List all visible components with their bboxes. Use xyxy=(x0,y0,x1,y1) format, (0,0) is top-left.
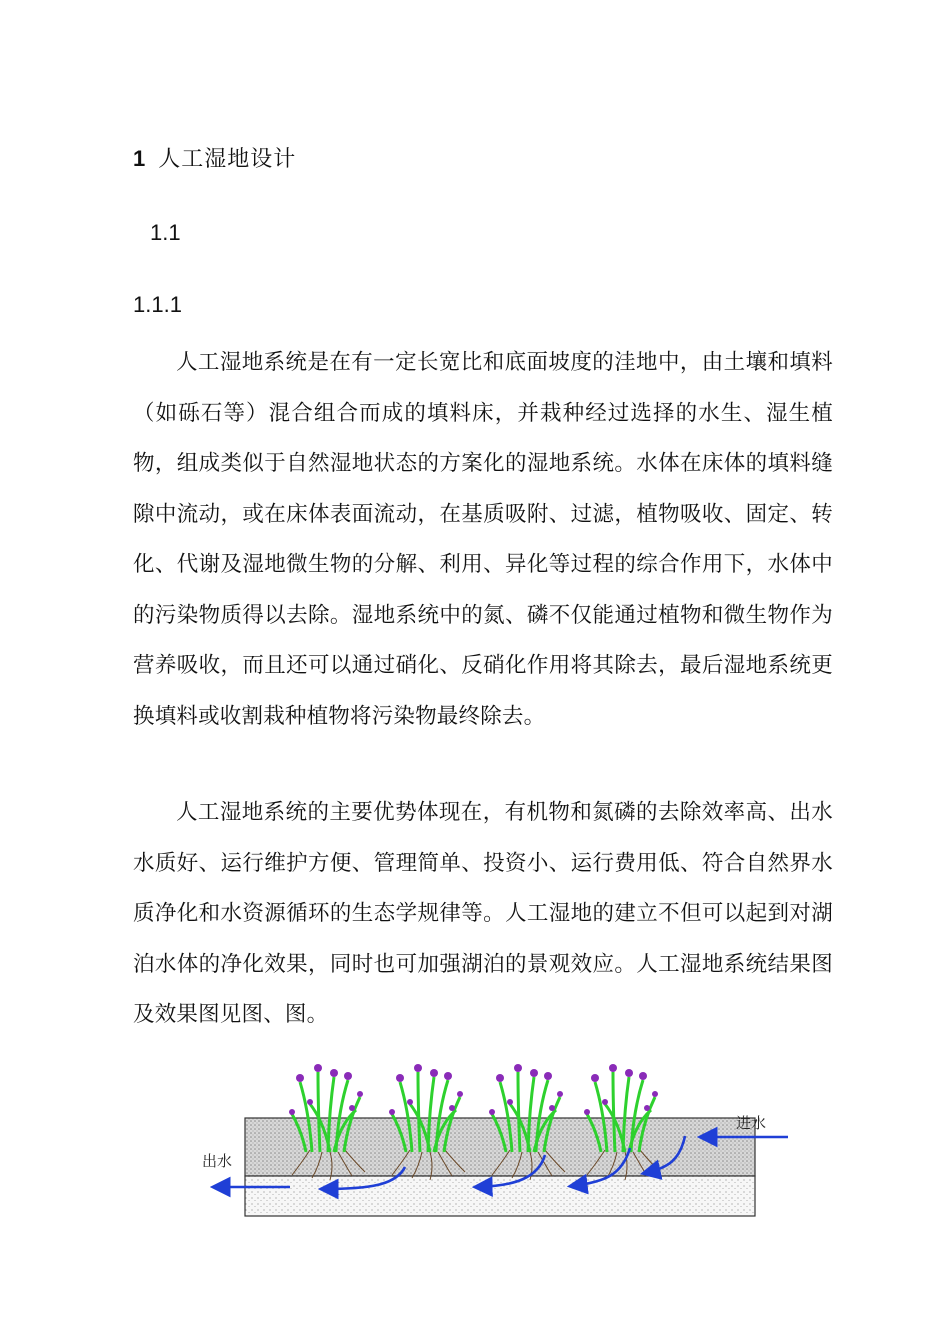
paragraph-wetland-description: 人工湿地系统是在有一定长宽比和底面坡度的洼地中，由土壤和填料（如砾石等）混合组合而成的填料床，并栽种经过选择的水生、湿生植物，组成类似于自然湿地状态的方案化的湿地系统。水体在床体的填料缝隙中流动，或在床体表面流动，在基质吸附、过滤，植物吸收、固定、转化、代谢及湿地微生物的分解、利用、异化等过程的综合作用下，水体中的污染物质得以去除。湿地系统中的氮、磷不仅能通过植物和微生物作为营养吸收，而且还可以通过硝化、反硝化作用将其除去，最后湿地系统更换填料或收割栽种植物将污染物最终除去。 xyxy=(133,350,833,729)
inlet-label: 进水 xyxy=(736,1114,767,1132)
outlet-label: 出水 xyxy=(202,1152,233,1170)
lower-sand-layer xyxy=(245,1176,755,1216)
wetland-diagram xyxy=(190,1040,810,1230)
heading-level1 xyxy=(133,142,296,173)
wetland-diagram-svg xyxy=(190,1040,810,1230)
heading-level3: 1.1.1 xyxy=(133,292,182,317)
heading-level1-number: 1 xyxy=(133,146,147,171)
heading-level2: 1.1 xyxy=(150,220,181,245)
paragraph-wetland-advantages: 人工湿地系统的主要优势体现在，有机物和氮磷的去除效率高、出水水质好、运行维护方便、管理简单、投资小、运行费用低、符合自然界水质净化和水资源循环的生态学规律等。人工湿地的建立不但可以起到对湖泊水体的净化效果，同时也可加强湖泊的景观效应。人工湿地系统结果图及效果图见图、图。 xyxy=(133,800,833,1027)
heading-level1-title: 人工湿地设计 xyxy=(158,147,297,172)
